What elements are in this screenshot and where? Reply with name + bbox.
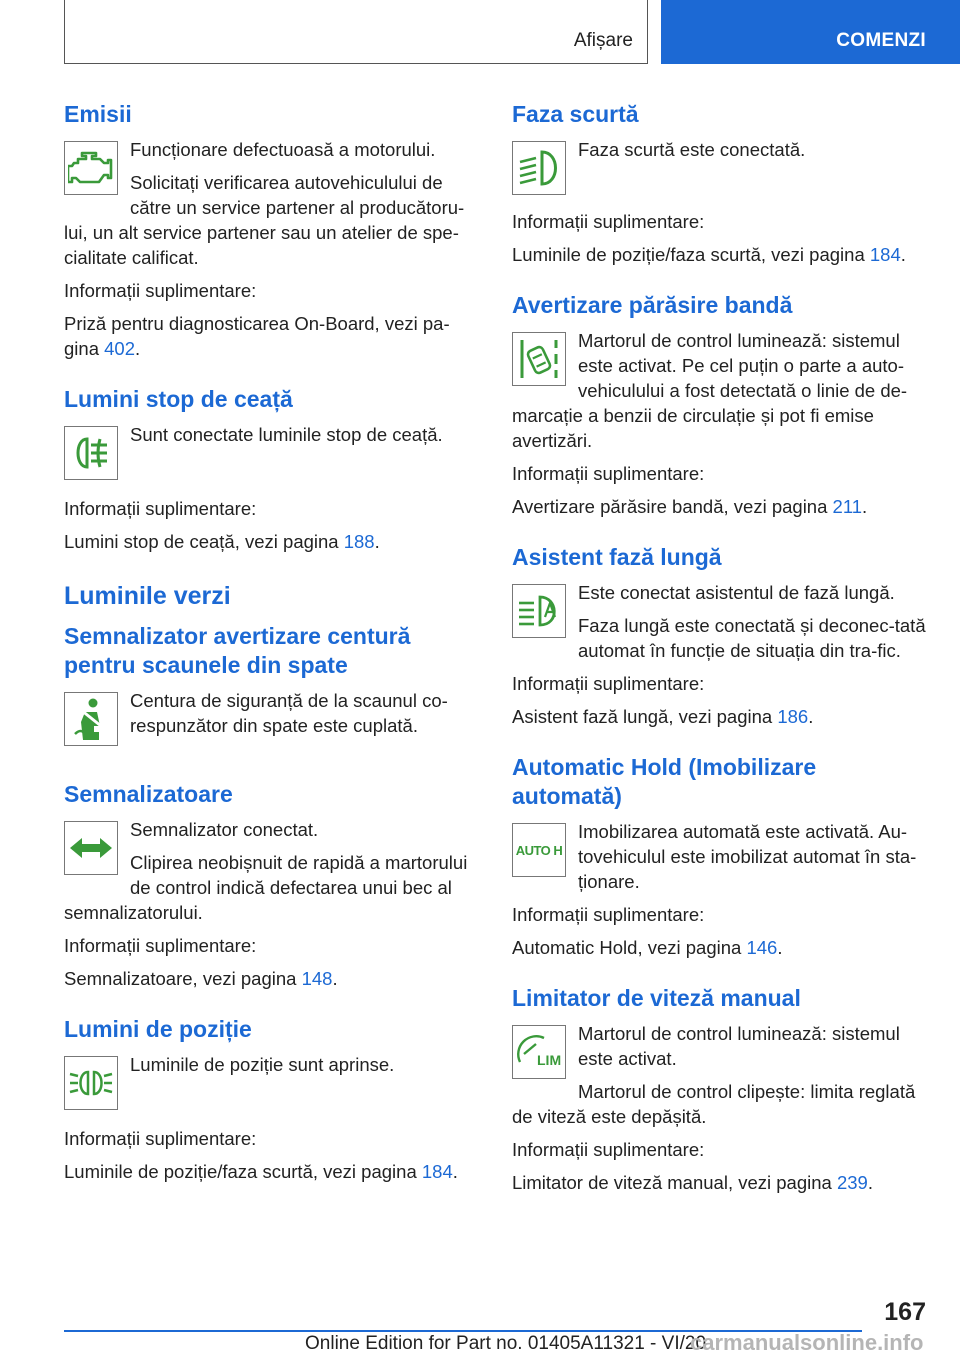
- engine-check-icon: [64, 141, 118, 195]
- auto-hold-text-1: Imobilizarea automată este activată. Au‐tovehiculul este imobilizat automat în sta‐ționare.: [578, 821, 917, 892]
- lane-info-label: Informații suplimentare:: [512, 463, 705, 484]
- section-title-belt: Semnalizator avertizare centură pentru scaunele din spate: [64, 623, 411, 678]
- limiter-reference: [512, 1170, 926, 1195]
- section-title-green-lights: Luminile verzi: [64, 582, 231, 610]
- low-beam-reference: [512, 242, 926, 267]
- entry-low-beam: [512, 137, 926, 267]
- header-chapter-label: COMENZI: [836, 30, 926, 51]
- emisii-reference: [64, 311, 478, 361]
- parking-reference: [64, 1159, 478, 1184]
- high-beam-ref-end: .: [808, 706, 814, 727]
- emisii-text-1: Funcționare defectuoasă a motorului.: [130, 139, 436, 160]
- turn-info-label: Informații suplimentare:: [64, 935, 257, 956]
- entry-fog: [64, 422, 478, 554]
- page-number: 167: [884, 1298, 926, 1326]
- entry-lane: [512, 328, 926, 519]
- fog-reference: [64, 529, 478, 554]
- lane-text-1: Martorul de control luminează: sistemul este activat. Pe cel puțin o parte a auto‐vehiculului a fost detectată o linie de de‐marcație a benzii de circulație și pot fi emise avertizări.: [512, 330, 908, 451]
- section-title-lane: Avertizare părăsire bandă: [512, 292, 793, 318]
- emisii-info-label: Informații suplimentare:: [64, 280, 257, 301]
- emisii-ref-text: Priză pentru diagnosticarea On-Board, vezi pa‐gina: [64, 313, 450, 359]
- entry-auto-hold: [512, 819, 926, 960]
- auto-hold-reference: [512, 935, 926, 960]
- low-beam-ref-end: .: [900, 244, 906, 265]
- low-beam-page-link[interactable]: 184: [869, 244, 901, 265]
- limiter-page-link[interactable]: 239: [836, 1172, 868, 1193]
- entry-high-beam: [512, 580, 926, 729]
- fog-info-label: Informații suplimentare:: [64, 498, 257, 519]
- section-title-parking: Lumini de poziție: [64, 1016, 252, 1042]
- low-beam-ref-text: Luminile de poziție/faza scurtă, vezi pagina: [512, 244, 870, 265]
- auto-hold-info-label: Informații suplimentare:: [512, 904, 705, 925]
- parking-page-link[interactable]: 184: [421, 1161, 453, 1182]
- limiter-ref-end: .: [867, 1172, 873, 1193]
- turn-ref-text: Semnalizatoare, vezi pagina: [64, 968, 302, 989]
- speed-limiter-icon: [512, 1025, 566, 1079]
- header-section-label: Afișare: [573, 30, 633, 51]
- high-beam-text-1: Este conectat asistentul de fază lungă.: [578, 582, 895, 603]
- auto-hold-page-link[interactable]: 146: [746, 937, 778, 958]
- section-title-high-beam: Asistent fază lungă: [512, 544, 722, 570]
- rear-fog-light-icon: [64, 426, 118, 480]
- entry-limiter: [512, 1021, 926, 1195]
- emisii-page-link[interactable]: 402: [104, 338, 135, 359]
- section-title-limiter: Limitator de viteză manual: [512, 985, 801, 1011]
- section-title-turn: Semnalizatoare: [64, 781, 233, 807]
- high-beam-info-label: Informații suplimentare:: [512, 673, 705, 694]
- section-title-emisii: Emisii: [64, 101, 132, 127]
- auto-hold-icon: [512, 823, 566, 877]
- header-section-box: [64, 0, 648, 64]
- section-title-fog: Lumini stop de ceață: [64, 386, 293, 412]
- low-beam-info-label: Informații suplimentare:: [512, 211, 705, 232]
- parking-ref-end: .: [452, 1161, 458, 1182]
- left-column: [64, 100, 478, 1194]
- speed-limiter-icon-text: LIM: [537, 1052, 562, 1068]
- right-column: [512, 100, 926, 1205]
- turn-text-2: Clipirea neobișnuit de rapidă a martorului de control indică defectarea unui bec al semnalizatorului.: [64, 852, 468, 923]
- emisii-text-2: Solicitați verificarea autovehiculului de către un service partener al producătoru‐lui, un alt service partener sau un atelier de spe‐cialitate calificat.: [64, 172, 465, 268]
- emisii-ref-end: .: [135, 338, 141, 359]
- high-beam-assist-icon: [512, 584, 566, 638]
- fog-ref-end: .: [374, 531, 380, 552]
- lane-departure-icon: [512, 332, 566, 386]
- auto-hold-icon-text: AUTO H: [515, 842, 563, 858]
- limiter-text-1: Martorul de control luminează: sistemul este activat.: [578, 1023, 900, 1069]
- entry-parking: [64, 1052, 478, 1184]
- high-beam-text-2: Faza lungă este conectată și deconec‐tată automat în funcție de situația din tra‐fic.: [578, 615, 926, 661]
- fog-page-link[interactable]: 188: [343, 531, 375, 552]
- limiter-info-label: Informații suplimentare:: [512, 1139, 705, 1160]
- low-beam-icon: [512, 141, 566, 195]
- auto-hold-ref-end: .: [777, 937, 783, 958]
- high-beam-ref-text: Asistent fază lungă, vezi pagina: [512, 706, 778, 727]
- lane-reference: [512, 494, 926, 519]
- high-beam-page-link[interactable]: 186: [777, 706, 809, 727]
- limiter-ref-text: Limitator de viteză manual, vezi pagina: [512, 1172, 837, 1193]
- section-title-low-beam: Faza scurtă: [512, 101, 639, 127]
- entry-emisii: [64, 137, 478, 361]
- seatbelt-icon: [64, 692, 118, 746]
- belt-text-1: Centura de siguranță de la scaunul co‐respunzător din spate este cuplată.: [130, 690, 448, 736]
- lane-page-link[interactable]: 211: [832, 496, 863, 517]
- turn-ref-end: .: [332, 968, 338, 989]
- parking-text-1: Luminile de poziție sunt aprinse.: [130, 1054, 395, 1075]
- parking-light-icon: [64, 1056, 118, 1110]
- turn-signal-icon: [64, 821, 118, 875]
- section-title-auto-hold: Automatic Hold (Imobilizare automată): [512, 754, 817, 809]
- parking-ref-text: Luminile de poziție/faza scurtă, vezi pagina: [64, 1161, 422, 1182]
- turn-page-link[interactable]: 148: [301, 968, 333, 989]
- high-beam-reference: [512, 704, 926, 729]
- header-chapter-tab[interactable]: [661, 0, 960, 64]
- footer-edition: Online Edition for Part no. 01405A11321 - VI/20: [305, 1333, 707, 1354]
- parking-info-label: Informații suplimentare:: [64, 1128, 257, 1149]
- entry-turn: [64, 817, 478, 991]
- fog-text-1: Sunt conectate luminile stop de ceață.: [130, 424, 443, 445]
- lane-ref-text: Avertizare părăsire bandă, vezi pagina: [512, 496, 833, 517]
- watermark: carmanualsonline.info: [690, 1330, 924, 1355]
- auto-hold-ref-text: Automatic Hold, vezi pagina: [512, 937, 747, 958]
- entry-belt: [64, 688, 478, 748]
- turn-reference: [64, 966, 478, 991]
- limiter-text-2: Martorul de control clipește: limita reglată de viteză este depășită.: [512, 1081, 916, 1127]
- fog-ref-text: Lumini stop de ceață, vezi pagina: [64, 531, 344, 552]
- turn-text-1: Semnalizator conectat.: [130, 819, 319, 840]
- lane-ref-end: .: [862, 496, 868, 517]
- low-beam-text-1: Faza scurtă este conectată.: [578, 139, 806, 160]
